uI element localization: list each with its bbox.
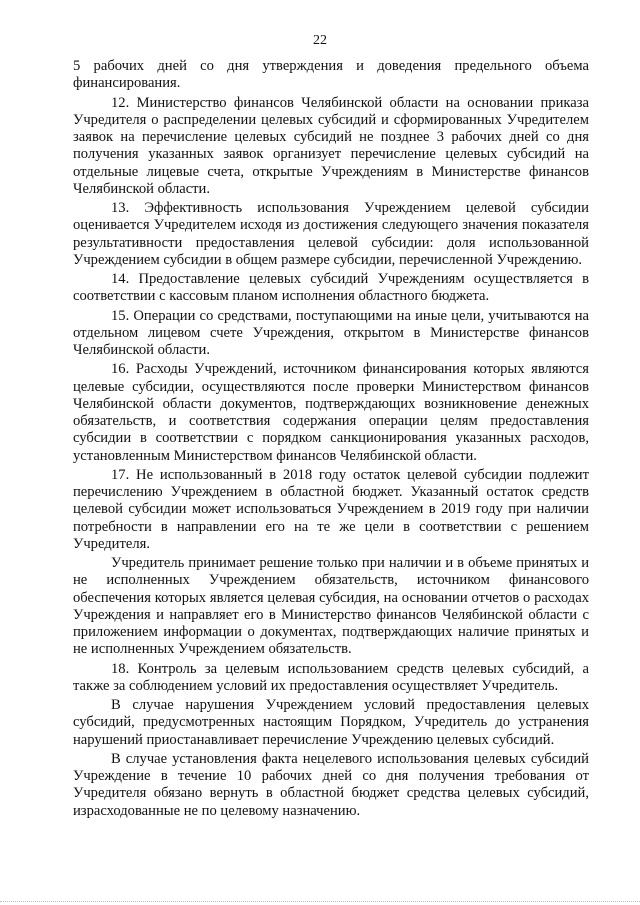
paragraph-13: 13. Эффективность использования Учреждением целевой субсидии оценивается Учредителем исходя из достижения следующего значения показателя результативности предоставления целевой субсидии: доля использованной Учреждением субсидии в общем размере субсидии, перечисленной Учреждению. xyxy=(73,200,589,268)
document-body xyxy=(73,58,589,822)
paragraph-15: 15. Операции со средствами, поступающими на иные цели, учитываются на отдельном лицевом счете Учреждения, открытом в Министерстве финансов Челябинской области. xyxy=(73,307,589,358)
page-number: 22 xyxy=(313,33,327,48)
paragraph-16: 16. Расходы Учреждений, источником финансирования которых являются целевые субсидии, осуществляются после проверки Министерством финансов Челябинской области документов, подтверждающих возникновение денежных обязательств, и соответствия содержания операции целям предоставления субсидии в соответствии с порядком санкционирования указанных расходов, установленным Министерством финансов Челябинской области. xyxy=(73,361,589,464)
paragraph-17: 17. Не использованный в 2018 году остаток целевой субсидии подлежит перечислению Учреждением в областной бюджет. Указанный остаток средств целевой субсидии может использоваться Учреждением в 2019 году при наличии потребности в направлении его на те же цели в соответствии с решением Учредителя. xyxy=(73,466,589,552)
paragraph-12: 12. Министерство финансов Челябинской области на основании приказа Учредителя о распределении целевых субсидий и сформированных Учредителем заявок на перечисление целевых субсидий не позднее 3 рабочих дней со дня получения указанных заявок организует перечисление целевых субсидий на отдельные лицевые счета, открытые Учреждениям в Министерстве финансов Челябинской области. xyxy=(73,94,589,197)
paragraph-18-violation: В случае нарушения Учреждением условий предоставления целевых субсидий, предусмотренных настоящим Порядком, Учредитель до устранения нарушений приостанавливает перечисление Учреждению целевых субсидий. xyxy=(73,697,589,748)
paragraph-18: 18. Контроль за целевым использованием средств целевых субсидий, а также за соблюдением условий их предоставления осуществляет Учредитель. xyxy=(73,660,589,694)
paragraph-14: 14. Предоставление целевых субсидий Учреждениям осуществляется в соответствии с кассовым планом исполнения областного бюджета. xyxy=(73,271,589,305)
scan-bottom-edge xyxy=(0,900,640,902)
paragraph-18-misuse: В случае установления факта нецелевого использования целевых субсидий Учреждение в течение 10 рабочих дней со дня получения требования от Учредителя обязано вернуть в областной бюджет средства целевых субсидий, израсходованные не по целевому назначению. xyxy=(73,750,589,819)
paragraph-17-founder-decision: Учредитель принимает решение только при наличии и в объеме принятых и не исполненных Учреждением обязательств, источником финансового обеспечения которых является целевая субсидия, на основании отчетов о расходах Учреждения и направляет его в Министерство финансов Челябинской области с приложением информации о документах, подтверждающих наличие принятых и не исполненных Учреждением обязательств. xyxy=(73,555,589,658)
paragraph-continuation: 5 рабочих дней со дня утверждения и доведения предельного объема финансирования. xyxy=(73,58,589,92)
